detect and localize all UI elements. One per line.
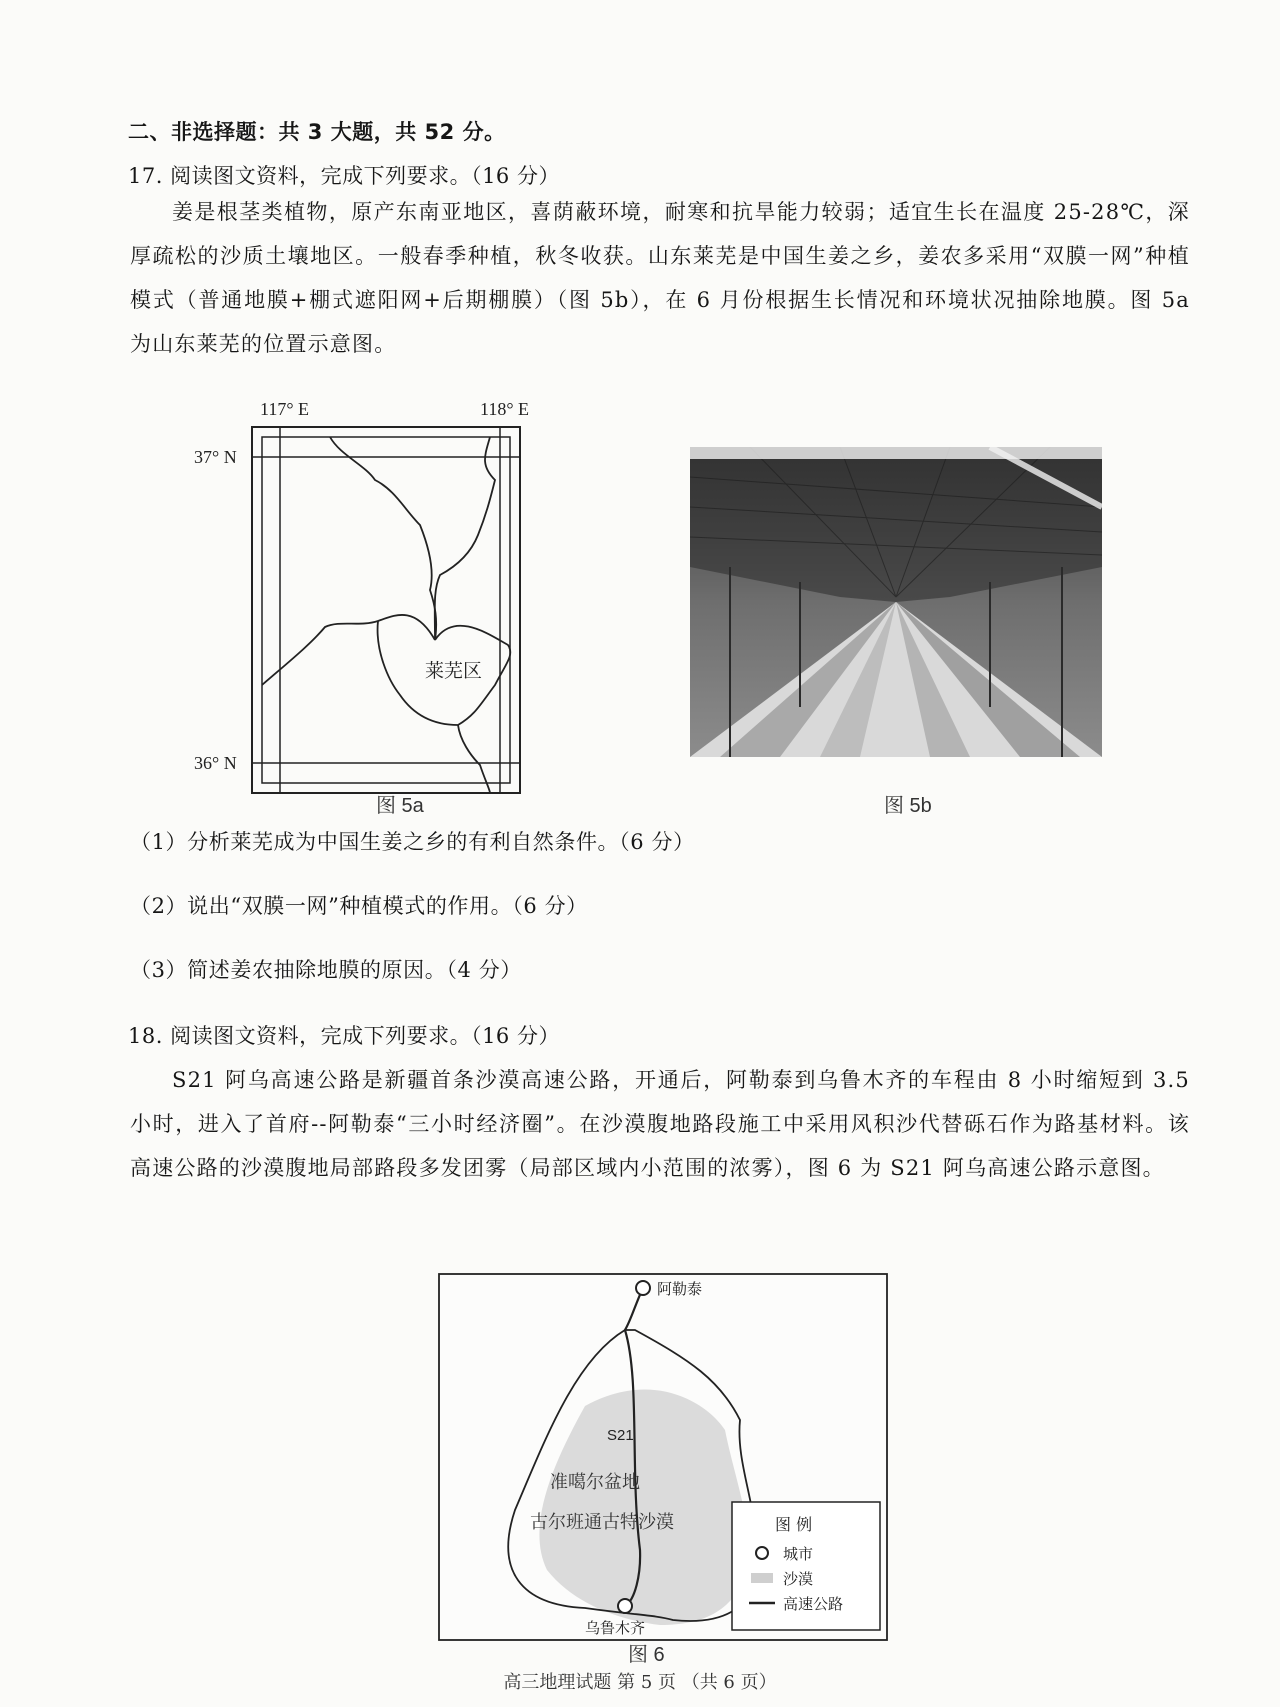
q17-paragraph: 姜是根茎类植物，原产东南亚地区，喜荫蔽环境，耐寒和抗旱能力较弱；适宜生长在温度 25-28℃，深厚疏松的沙质土壤地区。一般春季种植，秋冬收获。山东莱芜是中国生姜之乡，姜农多采用“双膜一网”种植模式（普通地膜+棚式遮阳网+后期棚膜）（图 5b），在 6 月份根据生长情况和环境状况抽除地膜。图 5a 为山东莱芜的位置示意图。 [130,200,1190,356]
figure-5b-caption: 图 5b [884,795,932,817]
lon-left-label: 117° E [260,399,310,419]
city-urumqi-label: 乌鲁木齐 [585,1619,646,1637]
figure-5a-map [190,395,590,815]
lat-top-label: 37° N [194,447,237,467]
q17-sub-question-2: （2）说出“双膜一网”种植模式的作用。（6 分） [130,894,588,918]
laiwu-region-label: 莱芜区 [425,660,483,682]
junggar-basin-label: 准噶尔盆地 [550,1472,640,1493]
legend-city-icon [756,1547,768,1559]
page-footer: 高三地理试题 第 5 页 （共 6 页） [503,1672,777,1693]
legend-road-label: 高速公路 [783,1595,844,1613]
q18-paragraph: S21 阿乌高速公路是新疆首条沙漠高速公路，开通后，阿勒泰到乌鲁木齐的车程由 8 小时缩短到 3.5 小时，进入了首府--阿勒泰“三小时经济圈”。在沙漠腹地路段施工中采用风积沙代替砾石作为路基材料。该高速公路的沙漠腹地局部路段多发团雾（局部区域内小范围的浓雾），图 6 为 S21 阿乌高速公路示意图。 [130,1068,1190,1180]
figure-5b-photo [690,447,1102,757]
q18-title: 18. 阅读图文资料，完成下列要求。（16 分） [128,1024,560,1048]
city-altay-label: 阿勒泰 [657,1280,703,1298]
q17-sub-question-3: （3）简述姜农抽除地膜的原因。（4 分） [130,958,522,982]
gurbantunggut-desert-label: 古尔班通古特沙漠 [530,1512,674,1533]
figure-6-caption: 图 6 [628,1644,665,1666]
figure-6-map [435,1270,891,1646]
q17-sub-question-1: （1）分析莱芜成为中国生姜之乡的有利自然条件。（6 分） [130,830,695,854]
figure-5a-caption: 图 5a [376,795,424,817]
q17-title: 17. 阅读图文资料，完成下列要求。（16 分） [128,164,560,188]
lat-bottom-label: 36° N [194,753,237,773]
lon-right-label: 118° E [480,399,530,419]
legend-city-label: 城市 [783,1545,814,1563]
legend-desert-swatch [751,1573,773,1583]
legend-title: 图 例 [775,1515,813,1534]
legend-desert-label: 沙漠 [783,1570,814,1588]
section-heading: 二、非选择题：共 3 大题，共 52 分。 [128,120,506,144]
road-s21-label: S21 [607,1427,634,1444]
